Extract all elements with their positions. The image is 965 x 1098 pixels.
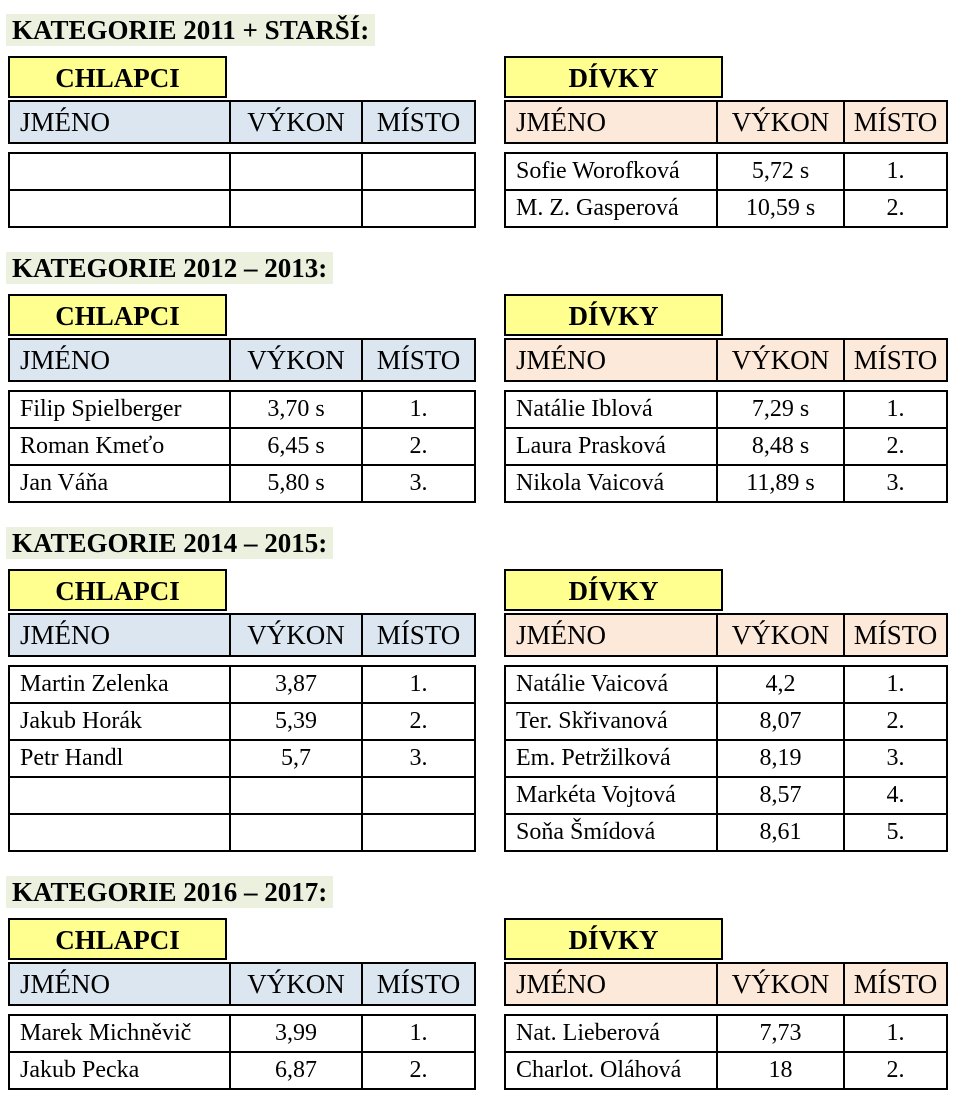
result-cell: 8,19 bbox=[718, 741, 845, 776]
place-cell: 2. bbox=[409, 708, 428, 734]
table-row bbox=[10, 778, 474, 815]
result-cell: 3,87 bbox=[231, 667, 363, 702]
place-cell: 3. bbox=[409, 745, 428, 771]
place-cell: 3. bbox=[886, 745, 905, 771]
table-row bbox=[506, 667, 946, 704]
table-row bbox=[10, 815, 474, 850]
place-cell: 1. bbox=[886, 396, 905, 422]
place-cell: 2. bbox=[409, 433, 428, 459]
table-row bbox=[506, 741, 946, 778]
name-cell: Laura Prasková bbox=[506, 429, 718, 464]
table-row bbox=[10, 1016, 474, 1053]
boys-column-header bbox=[8, 962, 476, 1006]
table-row bbox=[506, 154, 946, 191]
table-row bbox=[10, 466, 474, 501]
name-cell: Martin Zelenka bbox=[10, 667, 231, 702]
place-cell: 4. bbox=[886, 782, 905, 808]
place-cell: 5. bbox=[886, 819, 905, 845]
result-cell: 7,73 bbox=[718, 1016, 845, 1051]
place-cell: 2. bbox=[886, 433, 905, 459]
result-cell: 5,80 s bbox=[231, 466, 363, 501]
result-cell bbox=[231, 154, 363, 189]
result-cell: 10,59 s bbox=[718, 191, 845, 226]
girls-column-header bbox=[504, 100, 948, 144]
column-place-header: MÍSTO bbox=[853, 345, 938, 375]
girls-heading: DÍVKY bbox=[504, 569, 723, 611]
result-cell: 5,7 bbox=[231, 741, 363, 776]
table-row bbox=[506, 815, 946, 850]
column-place-header: MÍSTO bbox=[853, 107, 938, 137]
column-place-header: MÍSTO bbox=[376, 107, 461, 137]
result-cell: 6,45 s bbox=[231, 429, 363, 464]
table-row bbox=[506, 429, 946, 466]
name-cell: Roman Kmeťo bbox=[10, 429, 231, 464]
name-cell bbox=[10, 815, 231, 850]
table-row bbox=[10, 191, 474, 226]
column-name-header: JMÉNO bbox=[506, 340, 718, 380]
boys-heading: CHLAPCI bbox=[8, 56, 227, 98]
name-cell: Ter. Skřivanová bbox=[506, 704, 718, 739]
name-cell: Charlot. Oláhová bbox=[506, 1053, 718, 1088]
column-result-header: VÝKON bbox=[231, 615, 363, 655]
boys-table bbox=[8, 665, 476, 852]
place-cell: 3. bbox=[886, 470, 905, 496]
column-result-header: VÝKON bbox=[718, 615, 845, 655]
boys-column-header bbox=[8, 613, 476, 657]
result-cell: 18 bbox=[718, 1053, 845, 1088]
name-cell: Sofie Worofková bbox=[506, 154, 718, 189]
name-cell: Jakub Pecka bbox=[10, 1053, 231, 1088]
column-name-header: JMÉNO bbox=[10, 102, 231, 142]
table-row bbox=[10, 704, 474, 741]
name-cell: Soňa Šmídová bbox=[506, 815, 718, 850]
table-row bbox=[506, 466, 946, 501]
table-row bbox=[10, 392, 474, 429]
result-cell: 5,72 s bbox=[718, 154, 845, 189]
girls-heading: DÍVKY bbox=[504, 294, 723, 336]
column-result-header: VÝKON bbox=[231, 340, 363, 380]
name-cell bbox=[10, 778, 231, 813]
name-cell bbox=[10, 154, 231, 189]
column-name-header: JMÉNO bbox=[506, 102, 718, 142]
name-cell: Jan Váňa bbox=[10, 466, 231, 501]
place-cell: 1. bbox=[409, 671, 428, 697]
girls-table bbox=[504, 1014, 948, 1090]
place-cell: 1. bbox=[886, 671, 905, 697]
name-cell: Jakub Horák bbox=[10, 704, 231, 739]
table-row bbox=[506, 1016, 946, 1053]
name-cell: Nat. Lieberová bbox=[506, 1016, 718, 1051]
table-row bbox=[10, 741, 474, 778]
result-cell: 8,07 bbox=[718, 704, 845, 739]
table-row bbox=[506, 778, 946, 815]
result-cell: 8,61 bbox=[718, 815, 845, 850]
table-row bbox=[10, 429, 474, 466]
column-name-header: JMÉNO bbox=[10, 615, 231, 655]
column-result-header: VÝKON bbox=[231, 964, 363, 1004]
name-cell: Natálie Vaicová bbox=[506, 667, 718, 702]
place-cell: 2. bbox=[886, 708, 905, 734]
girls-column-header bbox=[504, 338, 948, 382]
column-result-header: VÝKON bbox=[231, 102, 363, 142]
girls-table bbox=[504, 665, 948, 852]
boys-column-header bbox=[8, 338, 476, 382]
girls-heading: DÍVKY bbox=[504, 918, 723, 960]
column-name-header: JMÉNO bbox=[506, 615, 718, 655]
boys-column-header bbox=[8, 100, 476, 144]
name-cell: Nikola Vaicová bbox=[506, 466, 718, 501]
table-row bbox=[506, 1053, 946, 1088]
result-cell: 8,48 s bbox=[718, 429, 845, 464]
table-row bbox=[506, 392, 946, 429]
girls-column-header bbox=[504, 962, 948, 1006]
girls-heading: DÍVKY bbox=[504, 56, 723, 98]
result-cell: 3,99 bbox=[231, 1016, 363, 1051]
boys-table bbox=[8, 152, 476, 228]
name-cell bbox=[10, 191, 231, 226]
place-cell bbox=[363, 154, 474, 189]
place-cell: 1. bbox=[409, 396, 428, 422]
boys-heading: CHLAPCI bbox=[8, 569, 227, 611]
place-cell: 3. bbox=[409, 470, 428, 496]
result-cell: 6,87 bbox=[231, 1053, 363, 1088]
name-cell: Markéta Vojtová bbox=[506, 778, 718, 813]
place-cell: 2. bbox=[886, 1057, 905, 1083]
category-title: KATEGORIE 2014 – 2015: bbox=[6, 527, 333, 559]
column-place-header: MÍSTO bbox=[853, 620, 938, 650]
name-cell: Marek Michněvič bbox=[10, 1016, 231, 1051]
table-row bbox=[10, 667, 474, 704]
girls-table bbox=[504, 390, 948, 503]
result-cell: 8,57 bbox=[718, 778, 845, 813]
column-name-header: JMÉNO bbox=[10, 964, 231, 1004]
place-cell: 1. bbox=[886, 158, 905, 184]
column-result-header: VÝKON bbox=[718, 102, 845, 142]
table-row bbox=[10, 1053, 474, 1088]
name-cell: M. Z. Gasperová bbox=[506, 191, 718, 226]
category-title: KATEGORIE 2011 + STARŠÍ: bbox=[6, 14, 375, 46]
result-cell: 7,29 s bbox=[718, 392, 845, 427]
column-place-header: MÍSTO bbox=[376, 620, 461, 650]
result-cell: 11,89 s bbox=[718, 466, 845, 501]
place-cell bbox=[363, 778, 474, 813]
boys-heading: CHLAPCI bbox=[8, 918, 227, 960]
result-cell: 5,39 bbox=[231, 704, 363, 739]
boys-heading: CHLAPCI bbox=[8, 294, 227, 336]
table-row bbox=[506, 191, 946, 226]
name-cell: Filip Spielberger bbox=[10, 392, 231, 427]
name-cell: Em. Petržilková bbox=[506, 741, 718, 776]
column-result-header: VÝKON bbox=[718, 964, 845, 1004]
place-cell bbox=[363, 815, 474, 850]
place-cell: 1. bbox=[886, 1020, 905, 1046]
girls-table bbox=[504, 152, 948, 228]
table-row bbox=[506, 704, 946, 741]
result-cell: 4,2 bbox=[718, 667, 845, 702]
place-cell: 2. bbox=[886, 195, 905, 221]
column-result-header: VÝKON bbox=[718, 340, 845, 380]
name-cell: Natálie Iblová bbox=[506, 392, 718, 427]
column-name-header: JMÉNO bbox=[10, 340, 231, 380]
boys-table bbox=[8, 1014, 476, 1090]
column-place-header: MÍSTO bbox=[853, 969, 938, 999]
column-name-header: JMÉNO bbox=[506, 964, 718, 1004]
category-title: KATEGORIE 2016 – 2017: bbox=[6, 876, 333, 908]
category-title: KATEGORIE 2012 – 2013: bbox=[6, 252, 333, 284]
place-cell: 2. bbox=[409, 1057, 428, 1083]
name-cell: Petr Handl bbox=[10, 741, 231, 776]
result-cell bbox=[231, 778, 363, 813]
result-cell bbox=[231, 191, 363, 226]
place-cell bbox=[363, 191, 474, 226]
column-place-header: MÍSTO bbox=[376, 969, 461, 999]
column-place-header: MÍSTO bbox=[376, 345, 461, 375]
girls-column-header bbox=[504, 613, 948, 657]
boys-table bbox=[8, 390, 476, 503]
result-cell: 3,70 s bbox=[231, 392, 363, 427]
table-row bbox=[10, 154, 474, 191]
result-cell bbox=[231, 815, 363, 850]
place-cell: 1. bbox=[409, 1020, 428, 1046]
